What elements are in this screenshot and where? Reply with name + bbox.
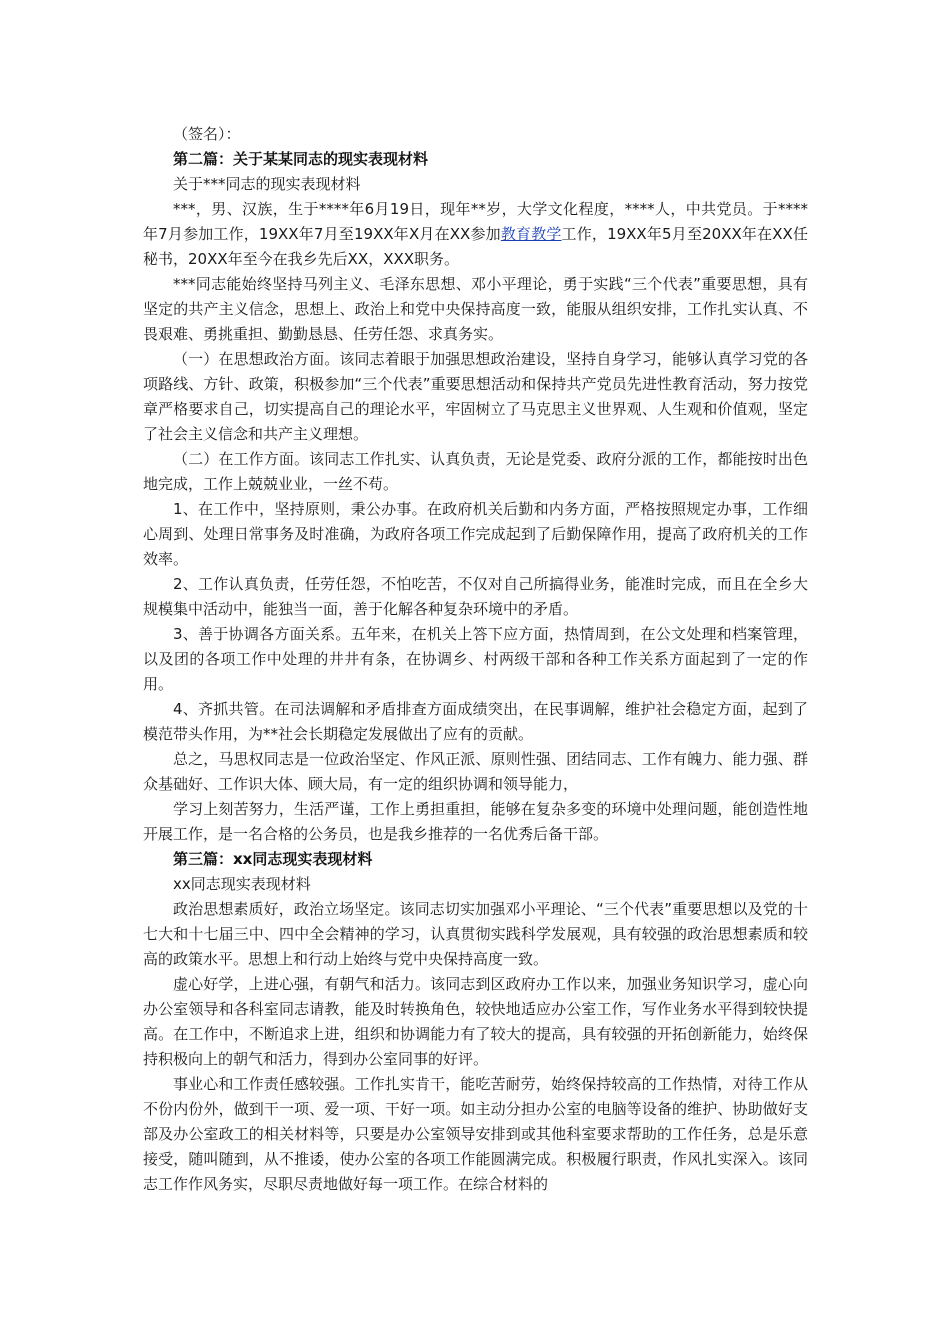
section2-paragraph: 4、齐抓共管。在司法调解和矛盾排查方面成绩突出，在民事调解，维护社会稳定方面，起到了模范带头作用，为**社会长期稳定发展做出了应有的贡献。 xyxy=(143,700,808,743)
section2-paragraph: （二）在工作方面。该同志工作扎实、认真负责，无论是党委、政府分派的工作，都能按时出色地完成，工作上兢兢业业，一丝不苟。 xyxy=(143,450,808,493)
section3-paragraph: 事业心和工作责任感较强。工作扎实肯干，能吃苦耐劳，始终保持较高的工作热情，对待工作从不份内份外，做到干一项、爱一项、干好一项。如主动分担办公室的电脑等设备的维护、协助做好支部及办公室政工的相关材料等，只要是办公室领导安排到或其他科室要求帮助的工作任务，总是乐意接受，随叫随到，从不推诿，使办公室的各项工作能圆满完成。积极履行职责，作风扎实深入。该同志工作作风务实，尽职尽责地做好每一项工作。在综合材料的 xyxy=(143,1075,808,1193)
section2-paragraph: 2、工作认真负责，任劳任怨，不怕吃苦，不仅对自己所搞得业务，能准时完成，而且在全乡大规模集中活动中，能独当一面，善于化解各种复杂环境中的矛盾。 xyxy=(143,575,808,618)
intro-text-2: 工作，19XX年5月至20XX年在XX任秘书，20XX年至今在我乡先后XX，XXX职务。 xyxy=(143,225,808,268)
section2-paragraph: 学习上刻苦努力，生活严谨，工作上勇担重担，能够在复杂多变的环境中处理问题，能创造性地开展工作，是一名合格的公务员，也是我乡推荐的一名优秀后备干部。 xyxy=(143,800,808,843)
section3-heading: 第三篇：xx同志现实表现材料 xyxy=(173,850,373,868)
section2-subtitle: 关于***同志的现实表现材料 xyxy=(173,175,361,193)
section2-paragraph: 3、善于协调各方面关系。五年来，在机关上答下应方面，热情周到，在公文处理和档案管理，以及团的各项工作中处理的井井有条，在协调乡、村两级干部和各种工作关系方面起到了一定的作用。 xyxy=(143,625,808,693)
section3-paragraph: 政治思想素质好，政治立场坚定。该同志切实加强邓小平理论、“三个代表”重要思想以及党的十七大和十七届三中、四中全会精神的学习，认真贯彻实践科学发展观，具有较强的政治思想素质和较高的政策水平。思想上和行动上始终与党中央保持高度一致。 xyxy=(143,900,808,968)
intro-text-1: ***，男、汉族，生于****年6月19日，现年**岁，大学文化程度，****人，中共党员。于****年7月参加工作，19XX年7月至19XX年X月在XX参加 xyxy=(143,200,808,243)
section2-paragraph: （一）在思想政治方面。该同志着眼于加强思想政治建设，坚持自身学习，能够认真学习党的各项路线、方针、政策，积极参加“三个代表”重要思想活动和保持共产党员先进性教育活动，努力按党章严格要求自己，切实提高自己的理论水平，牢固树立了马克思主义世界观、人生观和价值观，坚定了社会主义信念和共产主义理想。 xyxy=(143,350,808,443)
section2-heading: 第二篇：关于某某同志的现实表现材料 xyxy=(173,150,429,168)
education-link[interactable]: 教育教学 xyxy=(500,225,562,243)
section2-paragraph: 总之，马思权同志是一位政治坚定、作风正派、原则性强、团结同志、工作有魄力、能力强、群众基础好、工作识大体、顾大局，有一定的组织协调和领导能力， xyxy=(143,750,808,793)
section2-paragraph: ***同志能始终坚持马列主义、毛泽东思想、邓小平理论，勇于实践“三个代表”重要思想，具有坚定的共产主义信念，思想上、政治上和党中央保持高度一致，能服从组织安排，工作扎实认真、不畏艰难、勇挑重担、勤勤恳恳、任劳任怨、求真务实。 xyxy=(143,275,808,343)
signature-line: （签名）： xyxy=(173,125,241,143)
section3-subtitle: xx同志现实表现材料 xyxy=(173,875,311,893)
section2-paragraph: 1、在工作中，坚持原则，秉公办事。在政府机关后勤和内务方面，严格按照规定办事，工作细心周到、处理日常事务及时准确，为政府各项工作完成起到了后勤保障作用，提高了政府机关的工作效率。 xyxy=(143,500,808,568)
section2-intro xyxy=(143,197,808,272)
document-page xyxy=(143,122,808,1197)
section3-paragraph: 虚心好学，上进心强，有朝气和活力。该同志到区政府办工作以来，加强业务知识学习，虚心向办公室领导和各科室同志请教，能及时转换角色，较快地适应办公室工作，写作业务水平得到较快提高。在工作中，不断追求上进，组织和协调能力有了较大的提高，具有较强的开拓创新能力，始终保持积极向上的朝气和活力，得到办公室同事的好评。 xyxy=(143,975,808,1068)
